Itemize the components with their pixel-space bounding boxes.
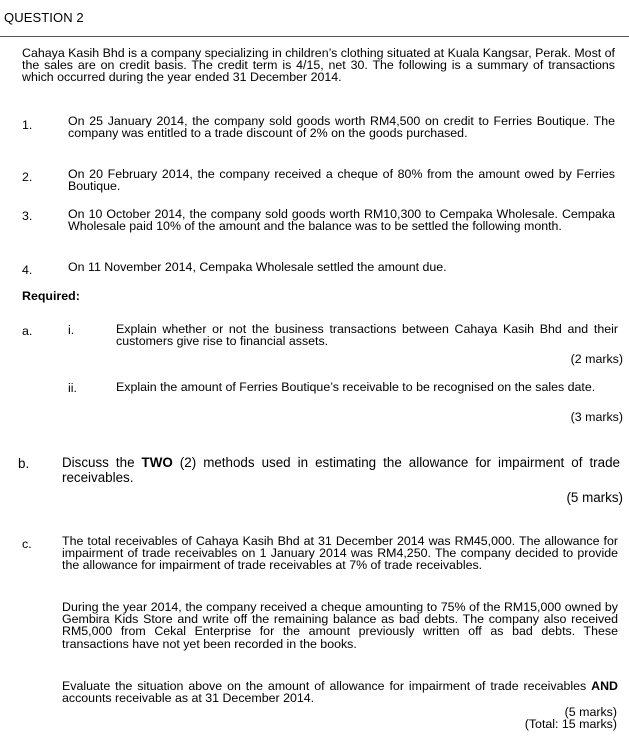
part-b-text [62, 455, 620, 485]
transaction-3-number: 3. [22, 209, 33, 223]
part-a-ii-number: ii. [68, 381, 77, 395]
part-a-i-number: i. [68, 323, 75, 337]
transaction-4-number: 4. [22, 263, 33, 277]
part-b-text-after: (2) methods used in estimating the allowance for impairment of trade receivables. [62, 455, 620, 485]
part-a-ii-marks: (3 marks) [570, 410, 623, 424]
total-marks: (Total: 15 marks) [524, 717, 617, 731]
part-c-marks: (5 marks) [564, 705, 617, 719]
part-c-label: c. [22, 537, 32, 551]
part-c-para3-before: Evaluate the situation above on the amount of allowance for impairment of trade receivables [62, 679, 592, 693]
part-b-marks: (5 marks) [566, 490, 623, 505]
part-c-para3-bold: AND [591, 679, 618, 693]
part-b-text-before: Discuss the [62, 455, 142, 470]
part-c-paragraph-1: The total receivables of Cahaya Kasih Bhd at 31 December 2014 was RM45,000. The allowance for impairment of trade receivables on 1 January 2014 was RM4,250. The company decided to provide the allowance for impairment of trade receivables at 7% of trade receivables. [62, 534, 618, 573]
required-heading: Required: [22, 289, 80, 303]
part-b-text-bold: TWO [141, 455, 173, 470]
part-c-paragraph-3 [62, 680, 618, 704]
transaction-1-text: On 25 January 2014, the company sold goods worth RM4,500 on credit to Ferries Boutique. The company was entitled to a trade discount of 2% on the goods purchased. [68, 114, 615, 141]
part-c-paragraph-2: During the year 2014, the company received a cheque amounting to 75% of the RM15,000 owned by Gembira Kids Store and write off the remaining balance as bad debts. The company also received RM5,000 from Cekal Enterprise for the amount previously written off as bad debts. These transactions have not yet been recorded in the books. [62, 600, 618, 651]
transaction-1-number: 1. [22, 118, 33, 132]
part-a-label: a. [22, 324, 33, 338]
part-a-ii-text: Explain the amount of Ferries Boutique’s receivable to be recognised on the sales date. [116, 380, 596, 394]
transaction-2-number: 2. [22, 170, 33, 184]
transaction-3-text: On 10 October 2014, the company sold goods worth RM10,300 to Cempaka Wholesale. Cempaka Wholesale paid 10% of the amount and the balance was to be settled the following month. [68, 207, 615, 234]
part-c-para3-after: accounts receivable as at 31 December 2014. [62, 691, 315, 706]
part-b-label: b. [18, 456, 30, 471]
header-divider [0, 36, 629, 37]
part-a-i-marks: (2 marks) [570, 352, 623, 366]
transaction-4-text: On 11 November 2014, Cempaka Wholesale settled the amount due. [68, 260, 447, 274]
question-title: QUESTION 2 [4, 10, 84, 25]
part-a-i-text: Explain whether or not the business transactions between Cahaya Kasih Bhd and their customers give rise to financial assets. [116, 322, 618, 349]
transaction-2-text: On 20 February 2014, the company received a cheque of 80% from the amount owed by Ferries Boutique. [68, 167, 615, 194]
intro-paragraph: Cahaya Kasih Bhd is a company specializing in children’s clothing situated at Kuala Kangsar, Perak. Most of the sales are on credit basis. The credit term is 4/15, net 30. The following is a summary of transactions which occurred during the year ended 31 December 2014. [22, 46, 615, 85]
